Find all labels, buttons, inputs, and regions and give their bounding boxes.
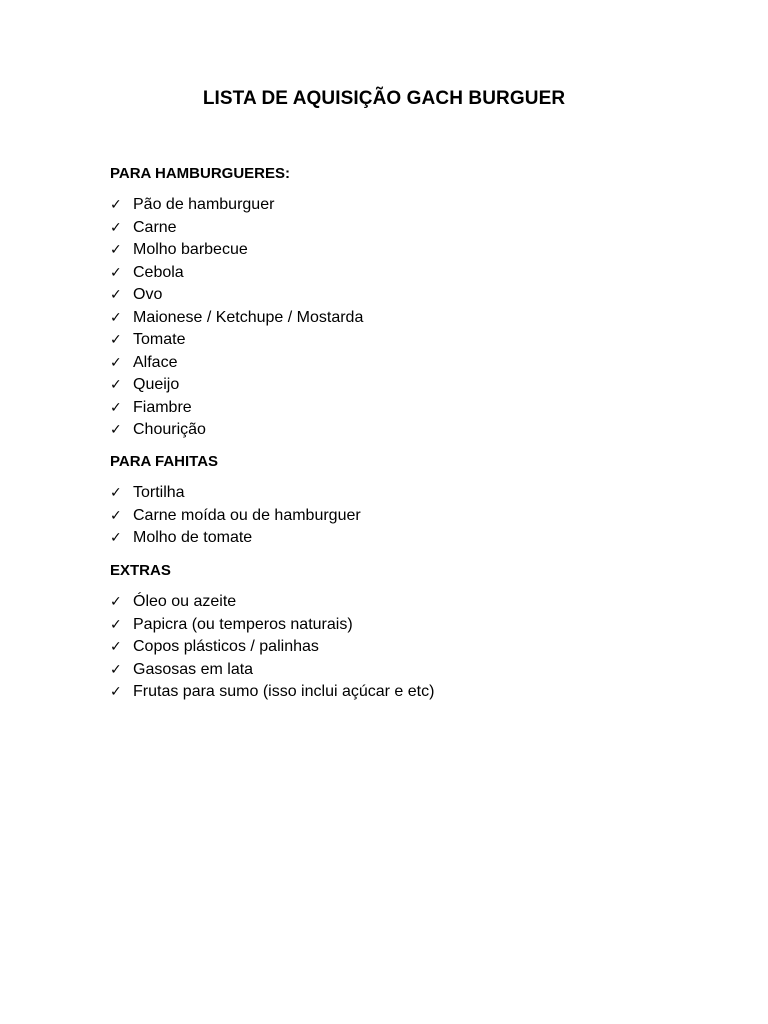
list-item [110,374,363,397]
checkmark-icon: ✓ [110,661,122,678]
checkmark-icon: ✓ [110,264,122,281]
list-item-text: Tomate [133,331,186,348]
document-title: LISTA DE AQUISIÇÃO GACH BURGUER [202,88,566,109]
list-item-text: Pão de hamburguer [133,196,275,213]
checkmark-icon: ✓ [110,377,122,393]
list-item-text: Maionese / Ketchupe / Mostarda [133,308,364,326]
list-item [110,482,361,505]
list-item-text: Molho barbecue [133,241,248,258]
list-item [110,636,434,659]
list-item-text: Óleo ou azeite [133,593,237,610]
section-heading: PARA HAMBURGUERES: [110,165,290,182]
list-item-text: Carne moída ou de hamburguer [133,506,361,524]
checkmark-icon: ✓ [110,354,122,371]
list-item-text: Frutas para sumo (isso inclui açúcar e etc) [133,683,435,700]
list-item [110,681,434,704]
list-item-text: Molho de tomate [133,529,253,546]
list-item-text: Cebola [133,263,184,281]
list-item-text: Gasosas em lata [133,660,254,678]
section-heading: PARA FAHITAS [110,453,219,470]
list-item [110,329,363,352]
checkmark-icon: ✓ [110,422,122,438]
list-item [110,217,363,240]
checkmark-icon: ✓ [110,197,122,213]
checkmark-icon: ✓ [110,485,122,501]
checkmark-icon: ✓ [110,616,122,633]
list-item [110,352,363,375]
list-item [110,397,363,420]
list-item-text: Papicra (ou temperos naturais) [133,615,353,633]
checkmark-icon: ✓ [110,309,122,326]
list-item-text: Carne [133,218,177,236]
checkmark-icon: ✓ [110,399,122,416]
list-item [110,262,363,285]
list-item [110,659,434,682]
list-item [110,307,363,330]
checkmark-icon: ✓ [110,507,122,524]
list-item [110,419,363,442]
section-heading: EXTRAS [110,562,171,579]
list-item [110,239,363,262]
list-item [110,614,434,637]
checkmark-icon: ✓ [110,684,122,700]
checkmark-icon: ✓ [110,219,122,236]
section-fahitas [110,452,361,550]
list-item-text: Tortilha [133,484,185,501]
list-item [110,194,363,217]
list-item-text: Copos plásticos / palinhas [133,638,319,655]
checkmark-icon: ✓ [110,287,122,303]
checkmark-icon: ✓ [110,594,122,610]
list-item [110,591,434,614]
checkmark-icon: ✓ [110,530,122,546]
list-item-text: Chourição [133,421,206,438]
list-item [110,527,361,550]
checklist [110,591,434,704]
checklist [110,482,361,550]
section-extras [110,561,434,704]
list-item [110,284,363,307]
list-item-text: Ovo [133,286,163,303]
checkmark-icon: ✓ [110,639,122,655]
list-item-text: Queijo [133,376,180,393]
list-item-text: Fiambre [133,398,192,416]
section-hamburgueres [110,164,363,442]
list-item-text: Alface [133,353,178,371]
checkmark-icon: ✓ [110,332,122,348]
checklist [110,194,363,442]
checkmark-icon: ✓ [110,242,122,258]
list-item [110,505,361,528]
